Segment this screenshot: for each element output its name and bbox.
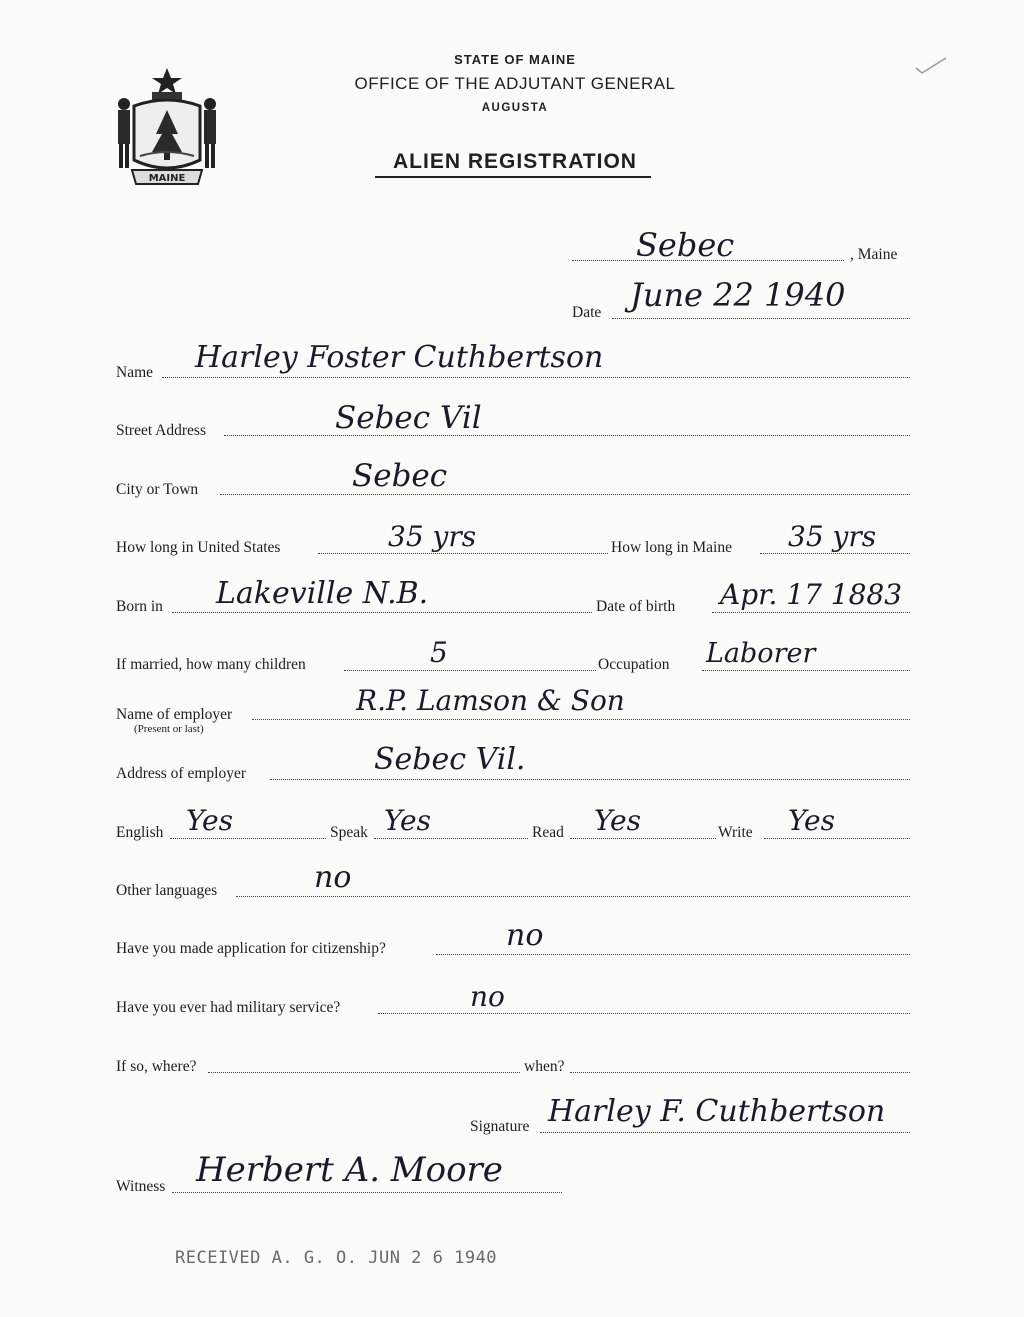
years-maine-entry: 35 yrs xyxy=(788,520,877,553)
signature-label: Signature xyxy=(470,1118,530,1135)
years-us-label: How long in United States xyxy=(116,539,281,556)
received-stamp: RECEIVED A. G. O. JUN 2 6 1940 xyxy=(175,1248,498,1268)
citizenship-label: Have you made application for citizenship? xyxy=(116,940,386,957)
children-label: If married, how many children xyxy=(116,656,306,673)
speak-line xyxy=(374,838,528,839)
signature-entry: Harley F. Cuthbertson xyxy=(548,1094,886,1129)
witness-line xyxy=(172,1192,562,1193)
employer-address-entry: Sebec Vil. xyxy=(374,742,526,777)
children-line xyxy=(344,670,596,671)
read-label: Read xyxy=(532,824,564,841)
witness-entry: Herbert A. Moore xyxy=(196,1150,503,1190)
years-maine-line xyxy=(760,553,910,554)
citizenship-line xyxy=(436,954,910,955)
read-line xyxy=(570,838,716,839)
years-us-entry: 35 yrs xyxy=(388,520,477,553)
occupation-label: Occupation xyxy=(598,656,670,673)
other-languages-entry: no xyxy=(314,860,352,895)
dob-label: Date of birth xyxy=(596,598,676,615)
military-label: Have you ever had military service? xyxy=(116,999,341,1016)
street-entry: Sebec Vil xyxy=(335,400,482,436)
occupation-entry: Laborer xyxy=(706,638,816,669)
place-suffix: , Maine xyxy=(850,246,898,263)
witness-label: Witness xyxy=(116,1178,166,1195)
title-underline xyxy=(375,176,651,178)
born-in-entry: Lakeville N.B. xyxy=(216,576,429,611)
where-label: If so, where? xyxy=(116,1058,197,1075)
employer-label: Name of employer xyxy=(116,706,233,723)
signature-line xyxy=(540,1132,910,1133)
name-label: Name xyxy=(116,364,154,381)
name-entry: Harley Foster Cuthbertson xyxy=(195,340,604,375)
maine-state-seal-icon xyxy=(112,64,222,188)
other-languages-label: Other languages xyxy=(116,882,218,899)
employer-entry: R.P. Lamson & Son xyxy=(356,684,625,717)
date-line xyxy=(612,318,910,319)
header-state: STATE OF MAINE xyxy=(454,52,576,67)
years-us-line xyxy=(318,553,608,554)
english-label: English xyxy=(116,824,164,841)
write-label: Write xyxy=(718,824,753,841)
city-entry: Sebec xyxy=(352,458,448,494)
speak-entry: Yes xyxy=(384,804,431,837)
header-office: OFFICE OF THE ADJUTANT GENERAL xyxy=(354,74,676,93)
where-line xyxy=(208,1072,520,1073)
english-entry: Yes xyxy=(186,804,233,837)
speak-label: Speak xyxy=(330,824,368,841)
read-entry: Yes xyxy=(594,804,641,837)
write-line xyxy=(764,838,910,839)
dob-line xyxy=(712,612,910,613)
street-line xyxy=(224,435,910,436)
form-title: ALIEN REGISTRATION xyxy=(393,150,637,173)
checkmark-icon xyxy=(914,56,948,74)
citizenship-entry: no xyxy=(506,918,544,953)
military-entry: no xyxy=(470,980,505,1013)
other-languages-line xyxy=(236,896,910,897)
street-label: Street Address xyxy=(116,422,206,439)
employer-address-label: Address of employer xyxy=(116,765,246,782)
date-label: Date xyxy=(572,304,602,321)
employer-line xyxy=(252,719,910,720)
military-line xyxy=(378,1013,910,1014)
occupation-line xyxy=(702,670,910,671)
dob-entry: Apr. 17 1883 xyxy=(720,578,903,611)
when-label: when? xyxy=(524,1058,565,1075)
when-line xyxy=(570,1072,910,1073)
date-entry: June 22 1940 xyxy=(630,276,846,314)
svg-text:MAINE: MAINE xyxy=(148,173,186,184)
born-in-line xyxy=(172,612,592,613)
name-line xyxy=(162,377,910,378)
children-entry: 5 xyxy=(430,636,448,669)
employer-address-line xyxy=(270,779,910,780)
english-line xyxy=(170,838,326,839)
years-maine-label: How long in Maine xyxy=(611,539,732,556)
employer-sublabel: (Present or last) xyxy=(134,723,204,735)
header-city: AUGUSTA xyxy=(481,102,549,114)
born-in-label: Born in xyxy=(116,598,163,615)
city-label: City or Town xyxy=(116,481,199,498)
city-line xyxy=(220,494,910,495)
write-entry: Yes xyxy=(788,804,835,837)
place-entry: Sebec xyxy=(636,226,735,264)
